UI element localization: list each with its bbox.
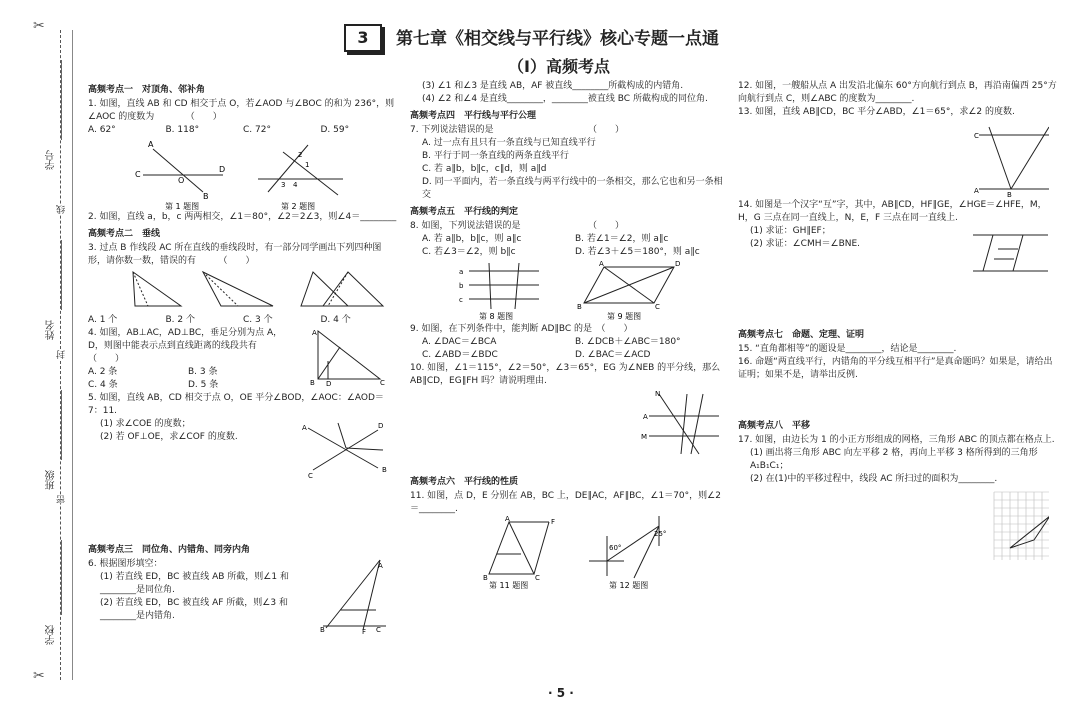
option: A. ∠DAC＝∠BCA	[422, 337, 497, 347]
section-heading: 高频考点四 平行线与平行公理	[410, 111, 537, 121]
option: D. 同一平面内，若一条直线与两平行线中的一条相交，那么它也和另一条相交	[422, 177, 723, 200]
question-11: 11. 如图，点 D，E 分别在 AB，BC 上，DE∥AC，AF∥BC，∠1＝70°，则∠2＝________.	[410, 491, 721, 514]
figure-caption: 第 12 题图	[609, 581, 649, 590]
option: D. 59°	[320, 125, 350, 135]
question-5-block	[88, 418, 398, 480]
section-heading: 高频考点三 同位角、内错角、同旁内角	[88, 545, 251, 555]
question-17: 17. 如图，由边长为 1 的小正方形组成的网格，三角形 ABC 的顶点都在格点上.	[738, 435, 1055, 445]
option: C. 72°	[243, 125, 271, 135]
figure-caption: 第 2 题图	[281, 202, 316, 211]
margin-label-name: 姓名	[46, 320, 57, 340]
fill-line	[61, 540, 62, 615]
svg-text:C: C	[535, 574, 540, 582]
scissors-icon: ✂	[33, 18, 45, 34]
svg-text:C: C	[135, 170, 141, 179]
question-6-part4: (4) ∠2 和∠4 是直线________，________被直线 BC 所截构成的同位角.	[422, 94, 708, 104]
option: C. 若 a∥b，b∥c，c∥d，则 a∥d	[422, 164, 547, 174]
question-8: 8. 如图，下列说法错误的是 （ ）	[410, 221, 624, 231]
cut-char: 封	[57, 350, 67, 359]
question-6-part1: (1) 若直线 ED，BC 被直线 AB 所截，则∠1 和________是同位角.	[100, 572, 289, 595]
section-heading: 高频考点一 对顶角、邻补角	[88, 85, 206, 95]
option: D. 5 条	[188, 380, 219, 390]
margin-rule	[72, 30, 73, 680]
svg-text:3: 3	[281, 181, 286, 189]
svg-text:N: N	[655, 390, 661, 398]
figure-13	[749, 119, 1049, 199]
svg-text:2: 2	[298, 151, 303, 159]
option: A. 若 a∥b，b∥c，则 a∥c	[422, 234, 522, 244]
svg-text:A: A	[505, 516, 510, 523]
svg-text:C: C	[974, 132, 979, 140]
svg-text:A: A	[312, 329, 317, 337]
question-4: 4. 如图，AB⊥AC，AD⊥BC，垂足分别为点 A，D，则图中能表示点到直线距离的线段共有 （ ）	[88, 328, 302, 364]
option: B. 3 条	[188, 367, 218, 377]
section-heading: 高频考点七 命题、定理、证明	[738, 330, 865, 340]
figure-14	[968, 225, 1058, 281]
question-15: 15. “直角都相等”的题设是________，结论是________.	[738, 344, 957, 354]
option: A. 过一点有且只有一条直线与已知直线平行	[422, 138, 596, 148]
binding-margin	[0, 0, 78, 709]
option: A. 62°	[88, 125, 116, 135]
option: A. 2 条	[88, 367, 118, 377]
svg-text:D: D	[326, 380, 332, 387]
margin-label-id: 学号	[46, 150, 57, 170]
figure-caption: 第 9 题图	[607, 312, 642, 321]
figure-3	[93, 268, 393, 314]
fill-line	[61, 390, 62, 460]
question-5: 5. 如图，直线 AB，CD 相交于点 O，OE 平分∠BOD，∠AOC：∠AOD＝7：11.	[88, 393, 384, 416]
svg-text:B: B	[310, 379, 315, 387]
question-17-part2: (2) 在(1)中的平移过程中，线段 AC 所扫过的面积为________.	[750, 474, 998, 484]
svg-text:C: C	[655, 303, 660, 311]
question-14-part2: (2) 求证：∠CMH＝∠BNE.	[750, 239, 861, 249]
svg-text:A: A	[974, 187, 979, 195]
figure-caption: 第 8 题图	[479, 312, 514, 321]
figures-8-9	[419, 259, 719, 323]
svg-text:C: C	[380, 379, 385, 387]
options	[88, 314, 398, 327]
question-12: 12. 如图，一艘船从点 A 出发沿北偏东 60°方向航行到点 B，再沿南偏西 25°方向航行到点 C，则∠ABC 的度数为________.	[738, 81, 1057, 104]
option: C. 若∠3＝∠2，则 b∥c	[422, 247, 516, 257]
svg-text:A: A	[599, 260, 604, 268]
figure-caption: 第 1 题图	[165, 202, 200, 211]
svg-text:4: 4	[293, 181, 298, 189]
svg-text:A: A	[378, 562, 383, 570]
question-14-block	[738, 225, 1060, 281]
option: D. 4 个	[320, 315, 351, 325]
svg-text:O: O	[178, 176, 185, 185]
options	[410, 336, 728, 362]
fill-line	[61, 60, 62, 140]
section-heading: 高频考点六 平行线的性质	[410, 477, 519, 487]
question-16: 16. 命题“两直线平行，内错角的平分线互相平行”是真命题吗？如果是，请给出证明；如果不是，请举出反例.	[738, 357, 1053, 380]
figure-caption: 第 11 题图	[489, 581, 529, 590]
scissors-icon: ✂	[33, 668, 45, 684]
question-6-part2: (2) 若直线 ED，BC 被直线 AF 所截，则∠3 和________是内错角.	[100, 598, 288, 621]
svg-text:1: 1	[305, 161, 310, 169]
svg-text:D: D	[219, 165, 226, 174]
options	[88, 366, 288, 392]
svg-text:B: B	[1007, 191, 1012, 199]
svg-text:B: B	[577, 303, 582, 311]
option: D. ∠BAC＝∠ACD	[575, 350, 651, 360]
svg-text:C: C	[376, 626, 381, 634]
svg-text:25°: 25°	[654, 530, 667, 538]
cut-char: 线	[57, 205, 67, 214]
figure-4	[288, 327, 388, 387]
section-heading: 高频考点五 平行线的判定	[410, 207, 519, 217]
svg-text:D: D	[675, 260, 681, 268]
question-2: 2. 如图，直线 a，b，c 两两相交，∠1＝80°，∠2＝2∠3，则∠4＝________	[88, 212, 397, 222]
svg-text:M: M	[641, 433, 648, 441]
question-14-part1: (1) 求证：GH∥EF；	[750, 226, 831, 236]
svg-text:F: F	[362, 628, 367, 634]
option: B. 平行于同一条直线的两条直线平行	[422, 151, 569, 161]
options	[88, 124, 398, 137]
question-17-part1: (1) 画出将三角形 ABC 向左平移 2 格，再向上平移 3 格所得到的三角形 A₁B₁C₁；	[750, 448, 1038, 471]
question-14: 14. 如图是一个汉字“互”字，其中，AB∥CD，HF∥GE，∠HGE＝∠HFE，M，H，G 三点在同一直线上，N，E，F 三点在同一直线上.	[738, 200, 1047, 223]
page-subtitle: （Ⅰ）高频考点	[508, 57, 610, 76]
svg-text:B: B	[320, 626, 325, 634]
svg-text:60°: 60°	[609, 544, 622, 552]
svg-text:F: F	[551, 518, 556, 526]
question-7: 7. 下列说法错误的是 （ ）	[410, 125, 624, 135]
question-6-part3: (3) ∠1 和∠3 是直线 AB，AF 被直线________所截构成的内错角.	[422, 81, 684, 91]
svg-text:b: b	[459, 282, 464, 290]
figures-11-12	[419, 516, 719, 590]
option: B. ∠DCB＋∠ABC＝180°	[575, 337, 681, 347]
chapter-number: 3	[344, 24, 382, 52]
option: B. 若∠1＝∠2，则 a∥c	[575, 234, 669, 244]
svg-text:D: D	[378, 422, 384, 430]
svg-text:A: A	[302, 424, 307, 432]
question-10: 10. 如图，∠1＝115°，∠2＝50°，∠3＝65°，EG 为∠NEB 的平分线，那么 AB∥CD，EG∥FH 吗？请说明理由.	[410, 363, 721, 386]
svg-text:A: A	[148, 140, 154, 149]
figure-10	[419, 388, 719, 458]
figures-1-2	[93, 137, 393, 211]
column-left	[88, 80, 398, 634]
question-6: 6. 根据图形填空：	[88, 559, 163, 569]
option: C. 3 个	[243, 315, 273, 325]
svg-text:C: C	[308, 472, 313, 480]
option: C. ∠ABD＝∠BDC	[422, 350, 498, 360]
margin-label-school: 学校	[46, 625, 57, 645]
fill-line	[61, 240, 62, 310]
question-4-block	[88, 327, 398, 392]
margin-label-class: 班级	[46, 470, 57, 490]
question-5-part2: (2) 若 OF⊥OE，求∠COF 的度数.	[100, 432, 238, 442]
options	[410, 233, 728, 259]
column-middle	[410, 80, 728, 590]
figure-17-grid	[749, 486, 1049, 562]
svg-text:c: c	[459, 296, 463, 304]
question-6-block	[88, 558, 398, 634]
svg-text:B: B	[203, 192, 209, 201]
svg-text:A: A	[643, 413, 648, 421]
question-13: 13. 如图，直线 AB∥CD，BC 平分∠ABD，∠1＝65°，求∠2 的度数.	[738, 107, 1015, 117]
option: A. 1 个	[88, 315, 118, 325]
figure-6	[318, 558, 388, 634]
section-heading: 高频考点八 平移	[738, 421, 811, 431]
svg-text:a: a	[459, 268, 464, 276]
question-5-part1: (1) 求∠COE 的度数；	[100, 419, 191, 429]
figure-5	[298, 418, 388, 480]
option: D. 若∠3＋∠5＝180°，则 a∥c	[575, 247, 700, 257]
svg-text:B: B	[483, 574, 488, 582]
option: C. 4 条	[88, 380, 118, 390]
svg-text:B: B	[382, 466, 387, 474]
question-9: 9. 如图，在下列条件中，能判断 AD∥BC 的是 （ ）	[410, 324, 633, 334]
page-number: · 5 ·	[548, 686, 574, 700]
cut-char: 密	[57, 495, 67, 504]
page-title: 第七章《相交线与平行线》核心专题一点通	[396, 29, 719, 49]
question-1: 1. 如图，直线 AB 和 CD 相交于点 O，若∠AOD 与∠BOC 的和为 236°，则∠AOC 的度数为 （ ）	[88, 99, 395, 122]
option: B. 118°	[165, 125, 200, 135]
section-heading: 高频考点二 垂线	[88, 229, 161, 239]
option: B. 2 个	[165, 315, 195, 325]
question-3: 3. 过点 B 作线段 AC 所在直线的垂线段时，有一部分同学画出下列四种图形，请你数一数，错误的有 （ ）	[88, 243, 382, 266]
column-right	[738, 80, 1060, 562]
